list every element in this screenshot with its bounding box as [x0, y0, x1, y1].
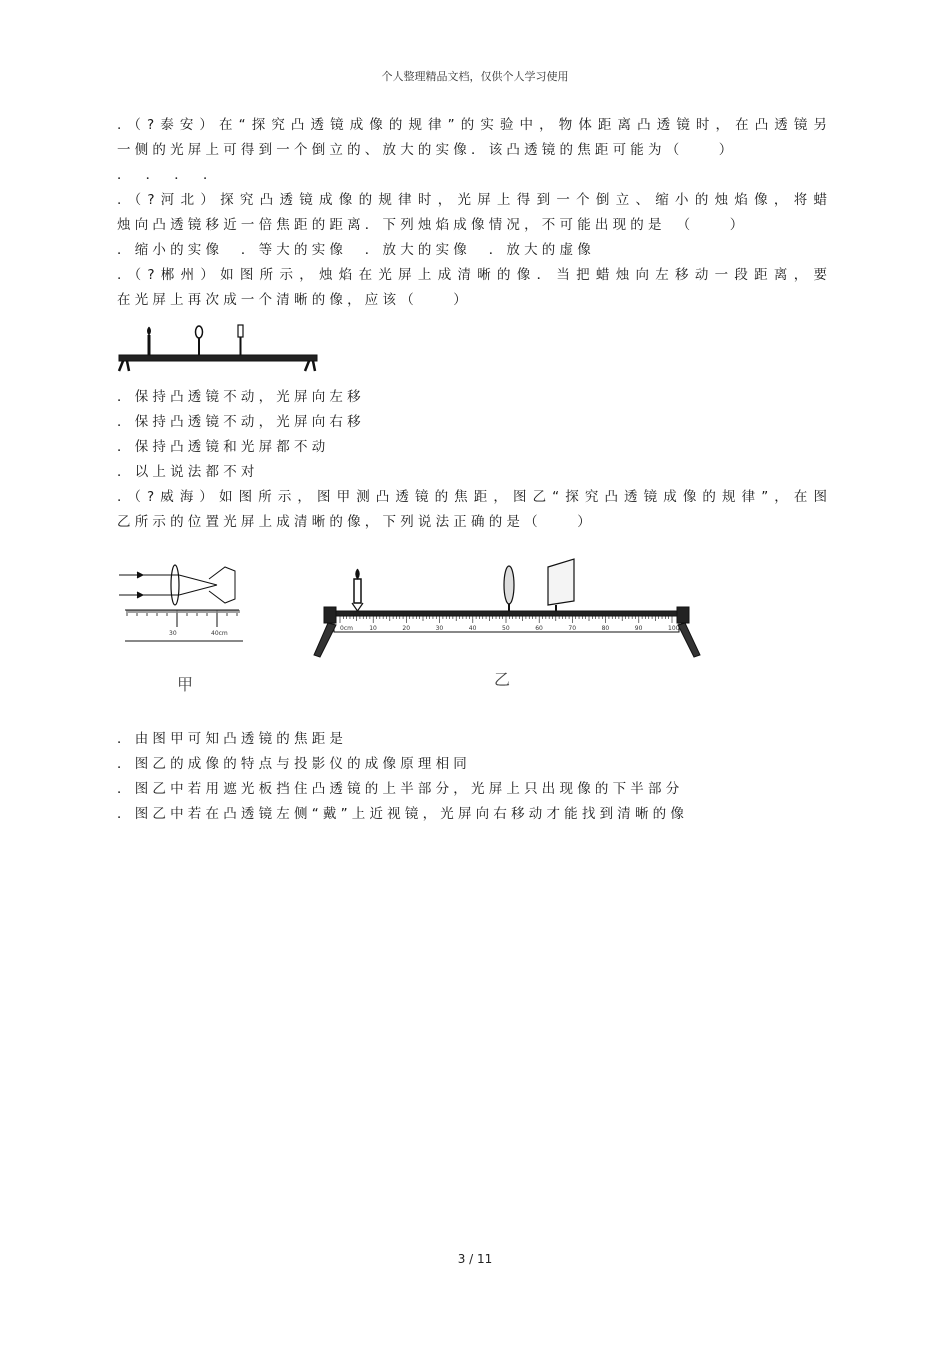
yi-tick-label: 10	[369, 625, 377, 632]
yi-tick-label: 40	[468, 625, 477, 632]
question-3-line-2: 在光屏上再次成一个清晰的像，应该（ ）	[117, 292, 471, 308]
yi-tick-label: 90	[634, 625, 643, 632]
optical-bench-drawing	[117, 317, 327, 379]
question-2-line-1: .（?河北）探究凸透镜成像的规律时，光屏上得到一个倒立、缩小的烛焰像，将蜡	[117, 192, 829, 208]
question-4-option-d: ．图乙中若在凸透镜左侧“戴”上近视镜，光屏向右移动才能找到清晰的像	[117, 806, 689, 822]
lens-experiment-figure	[117, 545, 829, 721]
question-3-option-b: ．保持凸透镜不动，光屏向右移	[117, 414, 365, 430]
yi-tick-label: 20	[402, 625, 411, 632]
yi-tick-label: 100	[668, 625, 680, 632]
yi-tick-label: 60	[535, 625, 543, 632]
yi-tick-label: 50	[502, 625, 510, 632]
question-1-options: ． ． ． ．	[117, 167, 221, 183]
optical-bench-figure	[117, 317, 829, 379]
yi-tick-label: 70	[568, 625, 577, 632]
yi-tick-label: 80	[601, 625, 610, 632]
question-3-option-d: ．以上说法都不对	[117, 464, 259, 480]
yi-tick-label: 30	[435, 625, 444, 632]
question-2	[117, 188, 829, 263]
yi-tick-label: 0cm	[340, 625, 353, 632]
question-1-line-2: 一侧的光屏上可得到一个倒立的、放大的实像．该凸透镜的焦距可能为（ ）	[117, 142, 737, 158]
question-4-option-b: ．图乙的成像的特点与投影仪的成像原理相同	[117, 756, 471, 772]
figure-jia-focal-length	[117, 545, 247, 721]
question-3-option-a: ．保持凸透镜不动，光屏向左移	[117, 389, 365, 405]
question-1	[117, 113, 829, 188]
question-3	[117, 263, 829, 485]
question-4	[117, 485, 829, 827]
page-header: 个人整理精品文档，仅供个人学习使用	[381, 70, 569, 83]
question-1-line-1: .（?泰安）在“探究凸透镜成像的规律”的实验中，物体距离凸透镜时，在凸透镜另	[117, 117, 829, 133]
question-4-line-2: 乙所示的位置光屏上成清晰的像，下列说法正确的是（ ）	[117, 514, 595, 530]
document-body	[117, 113, 829, 827]
figure-yi-label: 乙	[494, 670, 511, 689]
question-4-line-1: .（?威海）如图所示，图甲测凸透镜的焦距，图乙“探究凸透镜成像的规律”，在图	[117, 489, 829, 505]
question-2-line-2: 烛向凸透镜移近一倍焦距的距离．下列烛焰成像情况，不可能出现的是 （ ）	[117, 217, 748, 233]
question-4-option-c: ．图乙中若用遮光板挡住凸透镜的上半部分，光屏上只出现像的下半部分	[117, 781, 684, 797]
question-2-options: ．缩小的实像 ．等大的实像 ．放大的实像 ．放大的虚像	[117, 242, 595, 258]
question-3-line-1: .（?郴州）如图所示，烛焰在光屏上成清晰的像．当把蜡烛向左移动一段距离，要	[117, 267, 829, 283]
jia-tick-label-40: 40cm	[211, 630, 228, 637]
page-number: 3 / 11	[457, 1252, 493, 1266]
figure-yi-optical-bench	[312, 545, 712, 721]
question-4-option-a: ．由图甲可知凸透镜的焦距是	[117, 731, 348, 747]
question-3-option-c: ．保持凸透镜和光屏都不动	[117, 439, 330, 455]
figure-jia-label: 甲	[177, 675, 194, 694]
jia-tick-label-30: 30	[169, 630, 177, 637]
